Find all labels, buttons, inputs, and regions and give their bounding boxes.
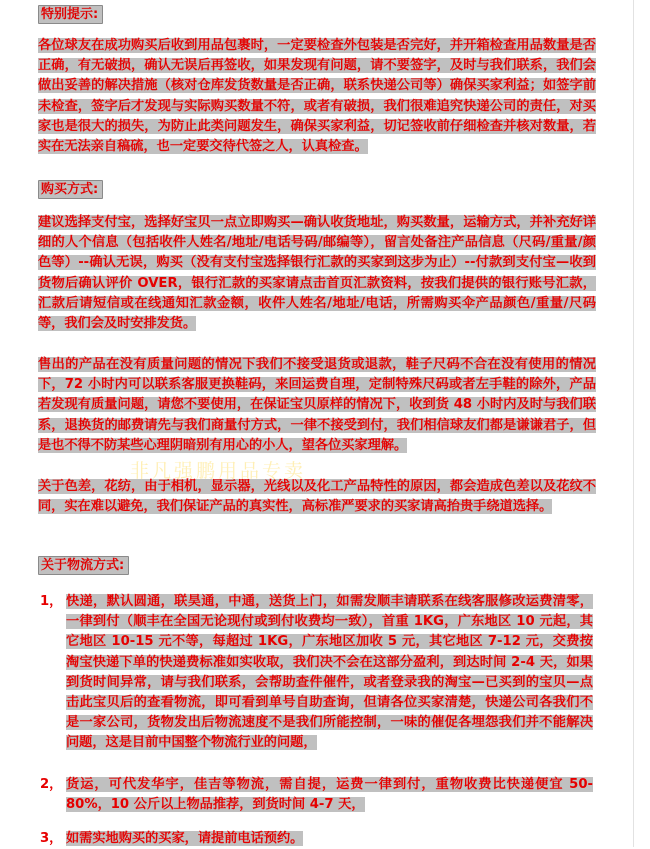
page-border-line bbox=[633, 0, 634, 847]
purchase-heading: 购买方式: bbox=[38, 180, 103, 199]
logistics-item-number: 3， bbox=[40, 831, 63, 846]
purchase-section bbox=[38, 178, 103, 199]
notice-heading: 特别提示: bbox=[38, 5, 103, 24]
logistics-heading: 关于物流方式: bbox=[38, 556, 129, 575]
watermark-text: 非凡强鹏用品专卖 bbox=[130, 460, 307, 482]
logistics-item-number: 2， bbox=[40, 777, 63, 792]
logistics-item-text: 如需实地购买的买家，请提前电话预约。 bbox=[66, 831, 304, 846]
notice-section bbox=[38, 3, 103, 24]
notice-paragraph bbox=[38, 36, 596, 157]
purchase-paragraph-1 bbox=[38, 213, 596, 334]
logistics-item-number: 1， bbox=[40, 594, 63, 609]
logistics-item-text: 货运，可代发华宇，佳吉等物流，需自提，运费一律到付，重物收费比快递便宜 50-80%，10 公斤以上物品推荐，到货时间 4-7 天， bbox=[66, 777, 593, 813]
logistics-item-2 bbox=[38, 775, 598, 815]
notice-text: 各位球友在成功购买后收到用品包裹时，一定要检查外包装是否完好，并开箱检查用品数量是否正确，有无破损，确认无误后再签收，如果发现有问题，请不要签字，及时与我们联系，我们会做出妥善的解决措施（核对仓库发货数量是否正确，联系快递公司等）确保买家利益；如签字前未检查，签字后才发现与实际购买数量不符，或者有破损，我们很难追究快递公司的责任，对买家也是很大的损失，为防止此类问题发生，确保买家利益，切记签收前仔细检查并核对数量，若实在无法亲自稿硫，也一定要交待代签之人，认真检查。 bbox=[38, 38, 596, 155]
logistics-item-1 bbox=[38, 592, 598, 754]
logistics-item-3 bbox=[38, 829, 598, 849]
purchase-text-3: 关于色差，花纺，由于相机，显示器，光线以及化工产品特性的原因，都会造成色差以及花纹不同，实在难以避免，我们保证产品的真实性，高标准严要求的买家请高抬贵手绕道选择。 bbox=[38, 479, 596, 515]
purchase-paragraph-3 bbox=[38, 477, 596, 517]
purchase-paragraph-2 bbox=[38, 355, 596, 456]
logistics-item-text: 快递，默认圆通，联昊通，中通，送货上门，如需发顺丰请联系在线客服修改运费清零，一律到付（顺丰在全国无论现付或到付收费均一致），首重 1KG，广东地区 10 元起，其它地区 10-15 元不等，每超过 1KG，广东地区加收 5 元，其它地区 7-12 元，交费按淘宝快递下单的快递费标准如实收取，我们决不会在这部分盈利，到达时间 2-4 天，如果到货时间异常，请与我们联系，会帮助查件催件，或者登录我的淘宝—已买到的宝贝—点击此宝贝后的查看物流，即可看到单号自助查询，但请各位买家清楚，快递公司各我们不是一家公司，货物发出后物流速度不是我们所能控制，一味的催促各埋怨我们并不能解决问题，这是目前中国整个物流行业的问题， bbox=[66, 594, 593, 751]
logistics-section bbox=[38, 554, 129, 575]
purchase-text-2: 售出的产品在没有质量问题的情况下我们不接受退货或退款，鞋子尺码不合在没有使用的情况下，72 小时内可以联系客服更换鞋码，来回运费自理，定制特殊尺码或者左手鞋的除外，产品若发现有质量问题，请您不要使用，在保证宝贝原样的情况下，收到货 48 小时内及时与我们联系，退换货的邮费请先与我们商量付方式，一律不接受到付，我们相信球友们都是谦谦君子，但是也不得不防某些心理阴暗别有用心的小人，望各位买家理解。 bbox=[38, 357, 596, 453]
purchase-text-1: 建议选择支付宝，选择好宝贝一点立即购买—确认收货地址，购买数量，运输方式，并补充好详细的人个信息（包括收件人姓名/地址/电话号码/邮编等），留言处备注产品信息（尺码/重量/颜色等）--确认无误，购买（没有支付宝选择银行汇款的买家到这步为止）--付款到支付宝—收到货物后确认评价 OVER，银行汇款的买家请点击首页汇款资料，按我们提供的银行账号汇款，汇款后请短信或在线通知汇款金额，收件人姓名/地址/电话，所需购买伞产品颜色/重量/尺码等，我们会及时安排发货。 bbox=[38, 215, 596, 332]
